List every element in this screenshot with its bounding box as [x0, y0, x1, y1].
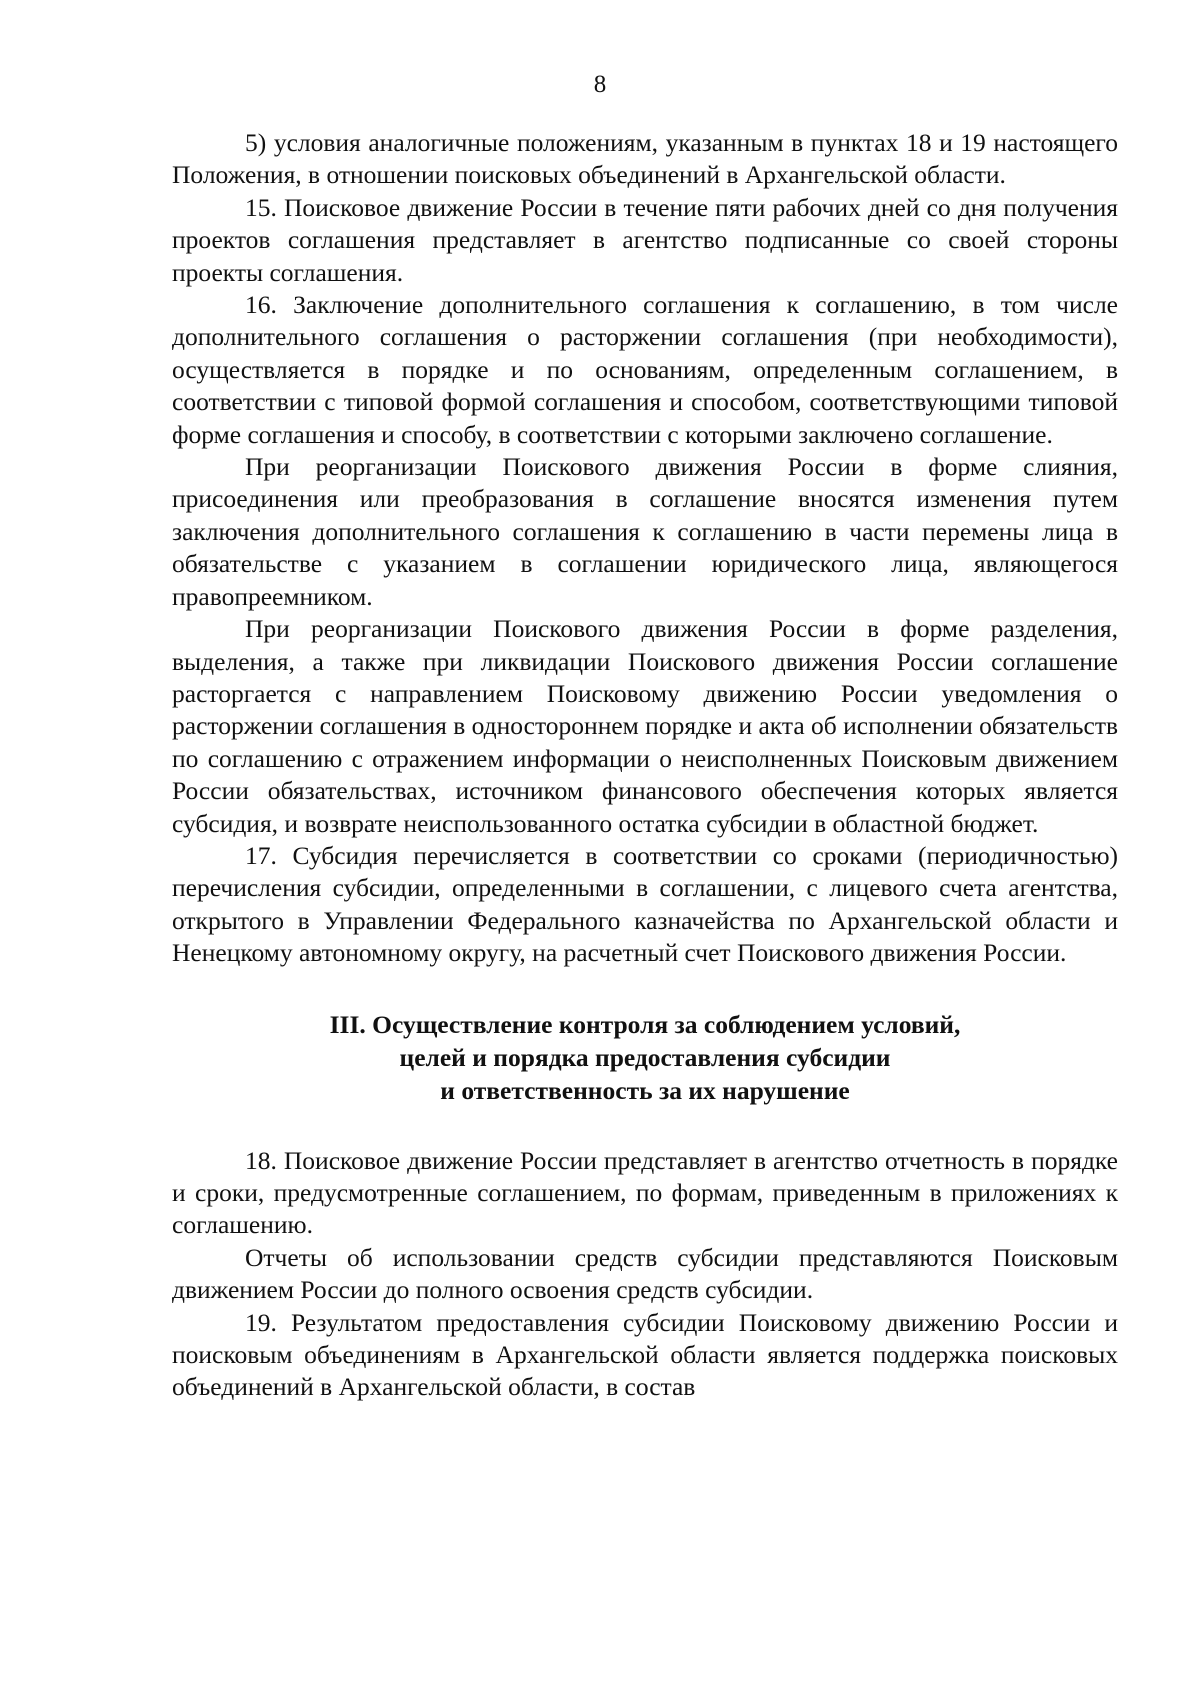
page-number: 8 [593, 71, 607, 98]
paragraph-clause-15: 15. Поисковое движение России в течение пяти рабочих дней со дня получения проектов соглашения представляет в агентство подписанные со своей стороны проекты соглашения. [172, 192, 1118, 287]
paragraph-clause-17: 17. Субсидия перечисляется в соответствии со сроками (периодичностью) перечисления субсидии, определенными в соглашении, с лицевого счета агентства, открытого в Управлении Федерального казначейства по Архангельской области и Ненецкому автономному округу, на расчетный счет Поискового движения России. [172, 840, 1118, 968]
paragraph-clause-19: 19. Результатом предоставления субсидии Поисковому движению России и поисковым объединениям в Архангельской области является поддержка поисковых объединений в Архангельской области, в состав [172, 1307, 1118, 1402]
section-heading-line-2: целей и порядка предоставления субсидии [399, 1042, 891, 1072]
document-body [172, 127, 1118, 1404]
paragraph-clause-18: 18. Поисковое движение России представляет в агентство отчетность в порядке и сроки, предусмотренные соглашением, по формам, приведенным в приложениях к соглашению. [172, 1145, 1118, 1240]
paragraph-reports: Отчеты об использовании средств субсидии представляются Поисковым движением России до полного освоения средств субсидии. [172, 1242, 1118, 1305]
paragraph-reorganization-division: При реорганизации Поискового движения России в форме разделения, выделения, а также при ликвидации Поискового движения России соглашение расторгается с направлением Поисковому движению России уведомления о расторжении соглашения в одностороннем порядке и акта об исполнении обязательств по соглашению с отражением информации о неисполненных Поисковым движением России обязательствах, источником финансового обеспечения которых является субсидия, и возврате неиспользованного остатка субсидии в областной бюджет. [172, 614, 1119, 838]
section-heading-line-3: и ответственность за их нарушение [440, 1075, 850, 1105]
paragraph-clause-16: 16. Заключение дополнительного соглашения к соглашению, в том числе дополнительного соглашения о расторжении соглашения (при необходимости), осуществляется в порядке и по основаниям, определенным соглашением, в соответствии с типовой формой соглашения и способом, соответствующими типовой форме соглашения и способу, в соответствии с которыми заключено соглашение. [172, 290, 1118, 449]
section-heading-line-1: III. Осуществление контроля за соблюдением условий, [329, 1009, 961, 1039]
paragraph-item-5-conditions: 5) условия аналогичные положениям, указанным в пунктах 18 и 19 настоящего Положения, в отношении поисковых объединений в Архангельской области. [172, 128, 1118, 190]
section-heading [172, 1008, 1118, 1107]
paragraph-reorganization-merger: При реорганизации Поискового движения России в форме слияния, присоединения или преобразования в соглашение вносятся изменения путем заключения дополнительного соглашения к соглашению в части перемены лица в обязательстве с указанием в соглашении юридического лица, являющегося правопреемником. [172, 452, 1118, 611]
